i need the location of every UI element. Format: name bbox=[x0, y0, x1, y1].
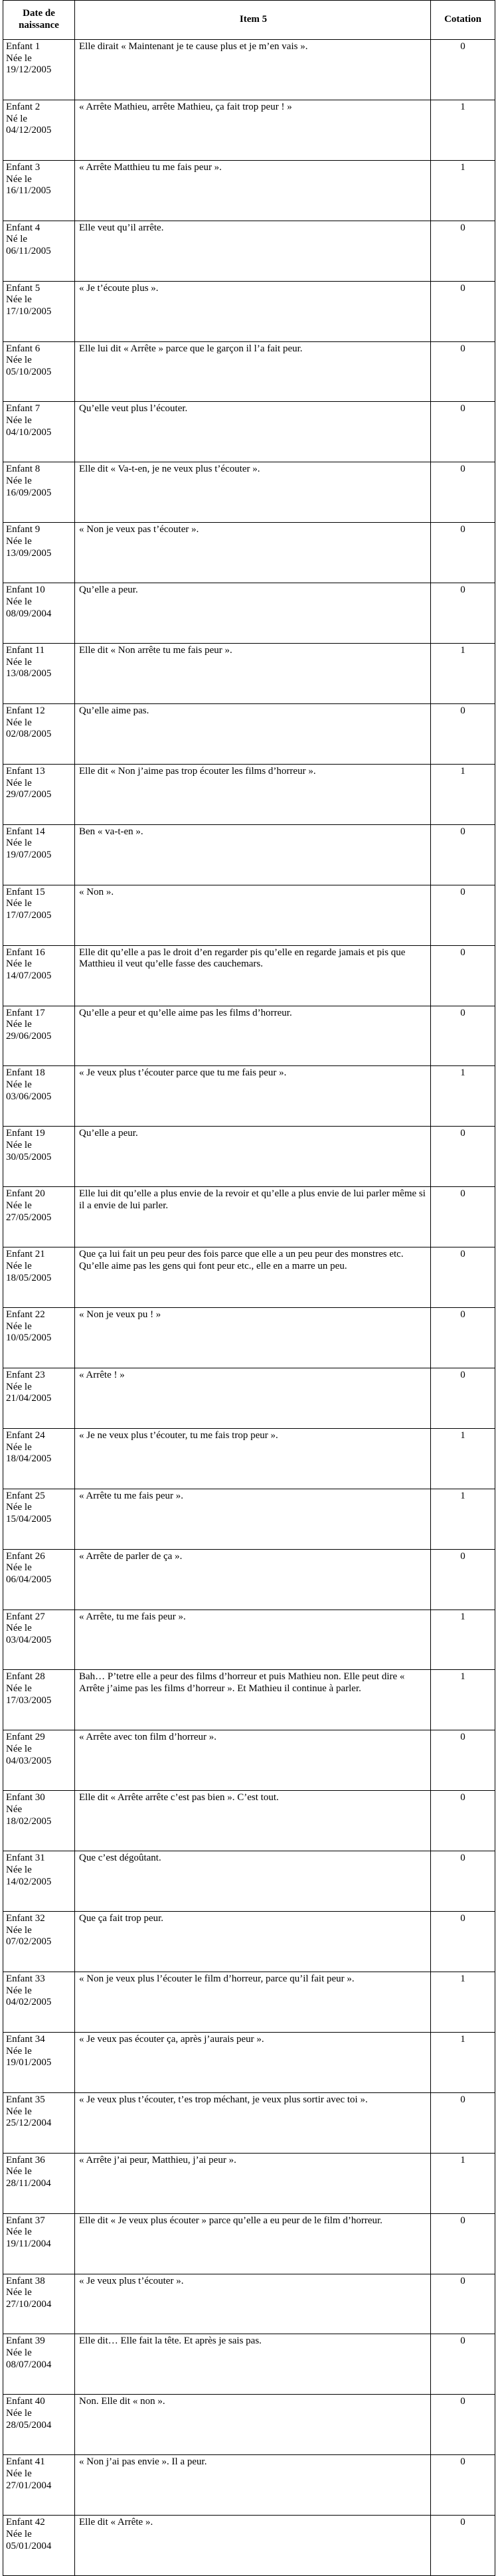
score-value: 0 bbox=[460, 585, 465, 596]
birth-cell bbox=[3, 1066, 75, 1126]
table-row bbox=[3, 282, 495, 342]
born-label: Née le bbox=[6, 1502, 32, 1513]
response-text: Que ça lui fait un peu peur des fois parce que elle a un peu peur des monstres etc. Qu’elle aime pas les gens qui font peur etc., elle en a marre un peu. bbox=[75, 1247, 431, 1307]
born-label: Née le bbox=[6, 1200, 32, 1211]
birth-cell bbox=[3, 1851, 75, 1911]
birth-date: 18/04/2005 bbox=[6, 1453, 52, 1465]
score-value: 0 bbox=[460, 2396, 465, 2407]
birth-date: 07/02/2005 bbox=[6, 1936, 52, 1948]
child-name: Enfant 21 bbox=[6, 1249, 45, 1260]
child-name: Enfant 14 bbox=[6, 826, 45, 837]
born-label: Née le bbox=[6, 355, 32, 366]
born-label: Né le bbox=[6, 234, 28, 245]
born-label: Née le bbox=[6, 1079, 32, 1091]
table-row bbox=[3, 1489, 495, 1550]
birth-date: 05/01/2004 bbox=[6, 2540, 52, 2551]
table-row bbox=[3, 1851, 495, 1912]
birth-date: 15/04/2005 bbox=[6, 1514, 52, 1525]
born-label: Née le bbox=[6, 2347, 32, 2359]
table-row bbox=[3, 825, 495, 885]
score-value: 0 bbox=[460, 343, 465, 354]
response-text: Elle dit « Va-t-en, je ne veux plus t’écouter ». bbox=[75, 462, 431, 522]
table-row bbox=[3, 1610, 495, 1671]
birth-cell bbox=[3, 1550, 75, 1610]
birth-cell bbox=[3, 2516, 75, 2575]
born-label: Née le bbox=[6, 2528, 32, 2539]
score-value: 0 bbox=[460, 2275, 465, 2286]
birth-cell bbox=[3, 583, 75, 643]
child-name: Enfant 33 bbox=[6, 1974, 45, 1984]
table-row bbox=[3, 1308, 495, 1368]
birth-cell bbox=[3, 462, 75, 522]
birth-date: 03/06/2005 bbox=[6, 1091, 52, 1102]
table-row bbox=[3, 1187, 495, 1247]
birth-cell bbox=[3, 342, 75, 402]
score-value: 0 bbox=[460, 222, 465, 233]
table-row bbox=[3, 342, 495, 403]
born-label: Née le bbox=[6, 1140, 32, 1150]
header-item: Item 5 bbox=[75, 1, 431, 39]
response-text: Elle dit… Elle fait la tête. Et après je sais pas. bbox=[75, 2334, 431, 2394]
child-name: Enfant 32 bbox=[6, 1913, 45, 1924]
birth-date: 18/05/2005 bbox=[6, 1272, 52, 1283]
child-name: Enfant 19 bbox=[6, 1128, 45, 1139]
response-text: « Arrête Matthieu tu me fais peur ». bbox=[75, 161, 431, 221]
response-text: « Arrête ! » bbox=[75, 1368, 431, 1428]
child-name: Enfant 23 bbox=[6, 1369, 45, 1380]
child-name: Enfant 13 bbox=[6, 765, 45, 777]
born-label: Née le bbox=[6, 1019, 32, 1030]
score-value: 0 bbox=[460, 41, 465, 52]
child-name: Enfant 10 bbox=[6, 585, 45, 596]
born-label: Née le bbox=[6, 2408, 32, 2419]
table-row bbox=[3, 1247, 495, 1308]
birth-cell bbox=[3, 644, 75, 703]
born-label: Née le bbox=[6, 1744, 32, 1755]
birth-date: 02/08/2005 bbox=[6, 729, 52, 740]
response-text: « Non je veux pas t’écouter ». bbox=[75, 523, 431, 583]
response-text: « Non je veux plus l’écouter le film d’horreur, parce qu’il fait peur ». bbox=[75, 1972, 431, 2032]
score-value: 0 bbox=[460, 1369, 465, 1380]
birth-cell bbox=[3, 1006, 75, 1066]
born-label: Née le bbox=[6, 476, 32, 487]
child-name: Enfant 8 bbox=[6, 464, 41, 475]
born-label: Née le bbox=[6, 777, 32, 788]
score-value: 0 bbox=[460, 2215, 465, 2226]
born-label: Née le bbox=[6, 2468, 32, 2479]
score-value: 0 bbox=[460, 2336, 465, 2347]
birth-cell bbox=[3, 2033, 75, 2092]
response-text: Elle lui dit qu’elle a plus envie de la revoir et qu’elle a plus envie de lui parler même si il a envie de lui parler. bbox=[75, 1187, 431, 1247]
response-text: « Je t’écoute plus ». bbox=[75, 282, 431, 341]
score-value: 0 bbox=[460, 2517, 465, 2528]
birth-cell bbox=[3, 100, 75, 160]
child-name: Enfant 16 bbox=[6, 947, 45, 958]
birth-date: 16/09/2005 bbox=[6, 487, 52, 498]
table-row bbox=[3, 1670, 495, 1730]
response-text: Qu’elle a peur. bbox=[75, 583, 431, 643]
birth-date: 27/01/2004 bbox=[6, 2480, 52, 2491]
born-label: Née le bbox=[6, 898, 32, 909]
table-row bbox=[3, 2395, 495, 2455]
score-value: 0 bbox=[460, 1792, 465, 1803]
table-row bbox=[3, 1368, 495, 1429]
born-label: Née le bbox=[6, 959, 32, 970]
response-text: Ben « va-t-en ». bbox=[75, 825, 431, 885]
born-label: Née le bbox=[6, 1321, 32, 1332]
child-name: Enfant 28 bbox=[6, 1671, 45, 1683]
birth-date: 14/02/2005 bbox=[6, 1876, 52, 1887]
table-row bbox=[3, 1791, 495, 1851]
response-text: « Non ». bbox=[75, 885, 431, 945]
table-row bbox=[3, 644, 495, 704]
table-row bbox=[3, 40, 495, 100]
child-name: Enfant 18 bbox=[6, 1067, 45, 1079]
birth-cell bbox=[3, 2395, 75, 2454]
score-value: 0 bbox=[460, 1309, 465, 1321]
child-name: Enfant 34 bbox=[6, 2033, 45, 2045]
child-name: Enfant 20 bbox=[6, 1188, 45, 1200]
born-label: Née le bbox=[6, 294, 32, 306]
response-text: Elle dit « Non j’aime pas trop écouter les films d’horreur ». bbox=[75, 765, 431, 824]
birth-date: 19/12/2005 bbox=[6, 64, 52, 76]
score-value: 0 bbox=[460, 1853, 465, 1864]
table-row bbox=[3, 2274, 495, 2335]
response-text: Qu’elle aime pas. bbox=[75, 704, 431, 764]
child-name: Enfant 3 bbox=[6, 161, 41, 173]
score-value: 0 bbox=[460, 1128, 465, 1139]
response-text: Elle lui dit « Arrête » parce que le garçon il l’a fait peur. bbox=[75, 342, 431, 402]
born-label: Née le bbox=[6, 1562, 32, 1574]
score-value: 0 bbox=[460, 1732, 465, 1743]
birth-date: 06/04/2005 bbox=[6, 1574, 52, 1586]
response-text: Elle dirait « Maintenant je te cause plus et je m’en vais ». bbox=[75, 40, 431, 100]
response-text: Elle dit « Non arrête tu me fais peur ». bbox=[75, 644, 431, 703]
table-row bbox=[3, 1550, 495, 1610]
table-row bbox=[3, 221, 495, 282]
born-label: Née le bbox=[6, 2287, 32, 2298]
born-label: Née le bbox=[6, 1441, 32, 1453]
birth-cell bbox=[3, 2093, 75, 2153]
table-row bbox=[3, 1730, 495, 1791]
born-label: Née le bbox=[6, 596, 32, 607]
score-value: 0 bbox=[460, 524, 465, 535]
score-value: 1 bbox=[460, 1429, 465, 1441]
response-text: Qu’elle a peur et qu’elle aime pas les films d’horreur. bbox=[75, 1006, 431, 1066]
child-name: Enfant 4 bbox=[6, 222, 41, 233]
response-text: « Non j’ai pas envie ». Il a peur. bbox=[75, 2455, 431, 2515]
birth-cell bbox=[3, 1187, 75, 1247]
score-value: 1 bbox=[460, 1490, 465, 1501]
response-text: « Je veux pas écouter ça, après j’aurais peur ». bbox=[75, 2033, 431, 2092]
child-name: Enfant 7 bbox=[6, 403, 41, 414]
score-value: 0 bbox=[460, 826, 465, 837]
birth-cell bbox=[3, 1127, 75, 1186]
child-name: Enfant 36 bbox=[6, 2154, 45, 2165]
born-label: Née le bbox=[6, 1623, 32, 1634]
birth-date: 29/07/2005 bbox=[6, 789, 52, 800]
response-text: Qu’elle veut plus l’écouter. bbox=[75, 402, 431, 462]
child-name: Enfant 35 bbox=[6, 2094, 45, 2105]
response-text: Elle veut qu’il arrête. bbox=[75, 221, 431, 281]
child-name: Enfant 15 bbox=[6, 886, 45, 897]
score-value: 1 bbox=[460, 1671, 465, 1683]
birth-cell bbox=[3, 1670, 75, 1730]
response-text: Non. Elle dit « non ». bbox=[75, 2395, 431, 2454]
response-text: « Arrête, tu me fais peur ». bbox=[75, 1610, 431, 1670]
score-value: 0 bbox=[460, 2456, 465, 2468]
born-label: Née le bbox=[6, 1381, 32, 1392]
born-label: Née le bbox=[6, 1924, 32, 1936]
birth-cell bbox=[3, 40, 75, 100]
score-value: 1 bbox=[460, 1067, 465, 1079]
child-name: Enfant 17 bbox=[6, 1007, 45, 1018]
response-text: Que ça fait trop peur. bbox=[75, 1912, 431, 1972]
response-text: « Non je veux pu ! » bbox=[75, 1308, 431, 1368]
birth-cell bbox=[3, 765, 75, 824]
table-header bbox=[3, 1, 495, 40]
responses-table bbox=[3, 0, 495, 2576]
birth-date: 17/07/2005 bbox=[6, 910, 52, 921]
response-text: Que c’est dégoûtant. bbox=[75, 1851, 431, 1911]
birth-date: 08/09/2004 bbox=[6, 608, 52, 619]
table-row bbox=[3, 2516, 495, 2575]
score-value: 0 bbox=[460, 282, 465, 294]
birth-date: 30/05/2005 bbox=[6, 1151, 52, 1162]
born-label: Née le bbox=[6, 52, 32, 64]
birth-cell bbox=[3, 221, 75, 281]
child-name: Enfant 11 bbox=[6, 645, 45, 656]
born-label: Née le bbox=[6, 838, 32, 849]
birth-cell bbox=[3, 1610, 75, 1670]
score-value: 0 bbox=[460, 1913, 465, 1924]
response-text: Qu’elle a peur. bbox=[75, 1127, 431, 1186]
score-value: 0 bbox=[460, 2094, 465, 2105]
birth-cell bbox=[3, 1972, 75, 2032]
birth-cell bbox=[3, 2334, 75, 2394]
born-label: Née le bbox=[6, 656, 32, 668]
birth-cell bbox=[3, 2154, 75, 2213]
birth-cell bbox=[3, 1791, 75, 1851]
score-value: 1 bbox=[460, 645, 465, 656]
score-value: 0 bbox=[460, 1188, 465, 1200]
response-text: « Arrête j’ai peur, Matthieu, j’ai peur ». bbox=[75, 2154, 431, 2213]
table-row bbox=[3, 2033, 495, 2093]
child-name: Enfant 1 bbox=[6, 41, 41, 52]
response-text: Elle dit « Arrête arrête c’est pas bien ». C’est tout. bbox=[75, 1791, 431, 1851]
born-label: Née le bbox=[6, 415, 32, 426]
birth-cell bbox=[3, 402, 75, 462]
table-row bbox=[3, 1972, 495, 2033]
table-row bbox=[3, 946, 495, 1006]
birth-date: 17/10/2005 bbox=[6, 306, 52, 317]
birth-cell bbox=[3, 1489, 75, 1549]
table-row bbox=[3, 2093, 495, 2154]
birth-cell bbox=[3, 1912, 75, 1972]
response-text: « Arrête tu me fais peur ». bbox=[75, 1489, 431, 1549]
score-value: 1 bbox=[460, 1611, 465, 1622]
birth-date: 04/02/2005 bbox=[6, 1997, 52, 2008]
birth-date: 17/03/2005 bbox=[6, 1695, 52, 1706]
birth-date: 04/12/2005 bbox=[6, 125, 52, 136]
child-name: Enfant 26 bbox=[6, 1550, 45, 1562]
birth-cell bbox=[3, 704, 75, 764]
birth-cell bbox=[3, 2214, 75, 2274]
score-value: 1 bbox=[460, 161, 465, 173]
response-text: « Je veux plus t’écouter parce que tu me fais peur ». bbox=[75, 1066, 431, 1126]
born-label: Née le bbox=[6, 717, 32, 728]
born-label: Née le bbox=[6, 1683, 32, 1695]
birth-date: 10/05/2005 bbox=[6, 1333, 52, 1344]
born-label: Né le bbox=[6, 113, 28, 124]
child-name: Enfant 29 bbox=[6, 1732, 45, 1743]
score-value: 1 bbox=[460, 101, 465, 112]
response-text: « Arrête avec ton film d’horreur ». bbox=[75, 1730, 431, 1790]
birth-date: 08/07/2004 bbox=[6, 2359, 52, 2370]
birth-date: 27/10/2004 bbox=[6, 2298, 52, 2310]
score-value: 0 bbox=[460, 705, 465, 716]
child-name: Enfant 30 bbox=[6, 1792, 45, 1803]
birth-date: 06/11/2005 bbox=[6, 246, 51, 257]
response-text: Elle dit « Je veux plus écouter » parce qu’elle a eu peur de le film d’horreur. bbox=[75, 2214, 431, 2274]
table-row bbox=[3, 2334, 495, 2395]
born-label: Née le bbox=[6, 2166, 32, 2177]
table-row bbox=[3, 462, 495, 523]
child-name: Enfant 2 bbox=[6, 101, 41, 112]
table-row bbox=[3, 100, 495, 161]
birth-date: 14/07/2005 bbox=[6, 970, 52, 981]
score-value: 1 bbox=[460, 765, 465, 777]
table-row bbox=[3, 2154, 495, 2214]
child-name: Enfant 37 bbox=[6, 2215, 45, 2226]
born-label: Née le bbox=[6, 1260, 32, 1271]
birth-cell bbox=[3, 1368, 75, 1428]
response-text: Bah… P’tetre elle a peur des films d’horreur et puis Mathieu non. Elle peut dire « Arrête j’aime pas les films d’horreur ». Et Mathieu il continue à parler. bbox=[75, 1670, 431, 1730]
child-name: Enfant 25 bbox=[6, 1490, 45, 1501]
table-row bbox=[3, 1127, 495, 1187]
child-name: Enfant 22 bbox=[6, 1309, 45, 1321]
birth-date: 19/11/2004 bbox=[6, 2239, 51, 2249]
table-row bbox=[3, 402, 495, 462]
response-text: « Arrête Mathieu, arrête Mathieu, ça fait trop peur ! » bbox=[75, 100, 431, 160]
birth-date: 16/11/2005 bbox=[6, 185, 51, 197]
response-text: « Je ne veux plus t’écouter, tu me fais trop peur ». bbox=[75, 1429, 431, 1489]
birth-cell bbox=[3, 946, 75, 1006]
table-row bbox=[3, 704, 495, 765]
score-value: 0 bbox=[460, 1249, 465, 1260]
score-value: 0 bbox=[460, 886, 465, 897]
birth-date: 05/10/2005 bbox=[6, 366, 52, 377]
birth-cell bbox=[3, 1308, 75, 1368]
born-label: Née le bbox=[6, 173, 32, 185]
child-name: Enfant 6 bbox=[6, 343, 41, 354]
table-row bbox=[3, 583, 495, 644]
child-name: Enfant 24 bbox=[6, 1429, 45, 1441]
score-value: 0 bbox=[460, 464, 465, 475]
birth-date: 19/01/2005 bbox=[6, 2057, 52, 2069]
response-text: « Arrête de parler de ça ». bbox=[75, 1550, 431, 1610]
child-name: Enfant 40 bbox=[6, 2396, 45, 2407]
score-value: 1 bbox=[460, 1974, 465, 1984]
birth-date: 25/12/2004 bbox=[6, 2118, 52, 2129]
table-row bbox=[3, 2214, 495, 2274]
score-value: 0 bbox=[460, 947, 465, 958]
birth-cell bbox=[3, 523, 75, 583]
birth-cell bbox=[3, 282, 75, 341]
table-row bbox=[3, 1429, 495, 1489]
response-text: Elle dit « Arrête ». bbox=[75, 2516, 431, 2575]
child-name: Enfant 9 bbox=[6, 524, 41, 535]
birth-cell bbox=[3, 885, 75, 945]
birth-cell bbox=[3, 1247, 75, 1307]
born-label: Née le bbox=[6, 2045, 32, 2057]
birth-date: 28/11/2004 bbox=[6, 2178, 51, 2189]
born-label: Née le bbox=[6, 535, 32, 547]
birth-date: 04/03/2005 bbox=[6, 1755, 52, 1766]
birth-cell bbox=[3, 2455, 75, 2515]
child-name: Enfant 41 bbox=[6, 2456, 45, 2468]
birth-date: 04/10/2005 bbox=[6, 426, 52, 438]
header-score: Cotation bbox=[444, 14, 481, 25]
table-row bbox=[3, 885, 495, 946]
table-row bbox=[3, 1066, 495, 1127]
birth-date: 13/08/2005 bbox=[6, 668, 52, 680]
response-text: « Je veux plus t’écouter ». bbox=[75, 2274, 431, 2334]
birth-date: 28/05/2004 bbox=[6, 2419, 52, 2431]
born-label: Née le bbox=[6, 1985, 32, 1996]
child-name: Enfant 5 bbox=[6, 282, 41, 294]
birth-cell bbox=[3, 1429, 75, 1489]
birth-cell bbox=[3, 825, 75, 885]
birth-cell bbox=[3, 161, 75, 221]
child-name: Enfant 27 bbox=[6, 1611, 45, 1622]
child-name: Enfant 12 bbox=[6, 705, 45, 716]
table-row bbox=[3, 1912, 495, 1972]
birth-date: 18/02/2005 bbox=[6, 1815, 52, 1827]
child-name: Enfant 31 bbox=[6, 1853, 45, 1864]
birth-date: 27/05/2005 bbox=[6, 1212, 52, 1223]
response-text: « Je veux plus t’écouter, t’es trop méchant, je veux plus sortir avec toi ». bbox=[75, 2093, 431, 2153]
child-name: Enfant 39 bbox=[6, 2336, 45, 2347]
score-value: 1 bbox=[460, 2154, 465, 2165]
born-label: Née le bbox=[6, 2106, 32, 2117]
birth-date: 19/07/2005 bbox=[6, 850, 52, 861]
header-birthdate: Date de naissance bbox=[3, 1, 75, 39]
birth-cell bbox=[3, 2274, 75, 2334]
born-label: Née le bbox=[6, 1864, 32, 1875]
score-value: 1 bbox=[460, 2033, 465, 2045]
child-name: Enfant 42 bbox=[6, 2517, 45, 2528]
born-label: Née le bbox=[6, 2227, 32, 2238]
score-value: 0 bbox=[460, 403, 465, 414]
child-name: Enfant 38 bbox=[6, 2275, 45, 2286]
table-row bbox=[3, 2455, 495, 2516]
born-label: Née bbox=[6, 1803, 23, 1815]
table-row bbox=[3, 161, 495, 221]
birth-date: 13/09/2005 bbox=[6, 547, 52, 559]
birth-date: 21/04/2005 bbox=[6, 1393, 52, 1404]
score-value: 0 bbox=[460, 1550, 465, 1562]
table-row bbox=[3, 765, 495, 825]
table-row bbox=[3, 1006, 495, 1067]
score-value: 0 bbox=[460, 1007, 465, 1018]
birth-date: 29/06/2005 bbox=[6, 1030, 52, 1042]
birth-cell bbox=[3, 1730, 75, 1790]
table-row bbox=[3, 523, 495, 583]
birth-date: 03/04/2005 bbox=[6, 1634, 52, 1645]
response-text: Elle dit qu’elle a pas le droit d’en regarder pis qu’elle en regarde jamais et pis que Matthieu il veut qu’elle fasse des cauchemars. bbox=[75, 946, 431, 1006]
